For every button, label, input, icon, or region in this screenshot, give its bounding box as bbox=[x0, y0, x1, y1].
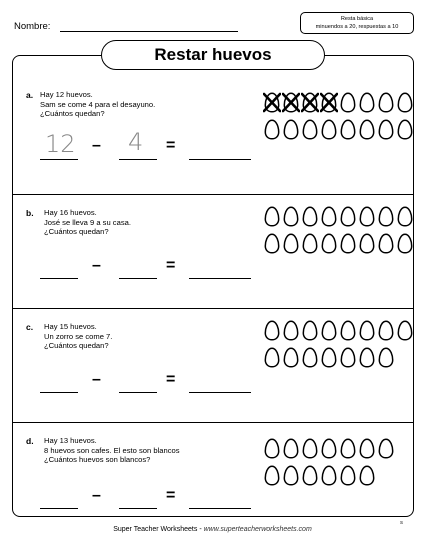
egg-group bbox=[264, 438, 394, 492]
footer bbox=[0, 526, 425, 533]
egg-icon bbox=[359, 206, 375, 227]
egg-icon bbox=[359, 119, 375, 140]
name-line[interactable] bbox=[60, 31, 238, 32]
answer-blank-2[interactable] bbox=[119, 508, 157, 509]
egg-icon bbox=[264, 347, 280, 368]
egg-icon bbox=[302, 119, 318, 140]
egg-icon bbox=[283, 465, 299, 486]
answer-blank-result[interactable] bbox=[189, 392, 251, 393]
egg-icon bbox=[340, 465, 356, 486]
problem-text bbox=[44, 436, 180, 465]
egg-icon bbox=[264, 465, 280, 486]
egg-icon bbox=[359, 438, 375, 459]
footer-separator: - bbox=[197, 526, 204, 533]
egg-icon bbox=[378, 92, 394, 113]
egg-icon bbox=[397, 233, 413, 254]
problem-b bbox=[12, 194, 414, 308]
egg-icon bbox=[359, 92, 375, 113]
egg-icon bbox=[397, 320, 413, 341]
problem-label: a. bbox=[26, 90, 34, 100]
egg-icon bbox=[264, 320, 280, 341]
egg-icon bbox=[283, 119, 299, 140]
problem-line: Hay 12 huevos. bbox=[40, 90, 93, 99]
egg-icon bbox=[283, 347, 299, 368]
footer-link[interactable]: www.superteacherworksheets.com bbox=[203, 526, 312, 533]
problem-label: d. bbox=[26, 436, 34, 446]
answer-blank-result[interactable] bbox=[189, 508, 251, 509]
egg-icon bbox=[302, 206, 318, 227]
answer-blank-1[interactable] bbox=[40, 278, 78, 279]
equals-sign: = bbox=[166, 371, 176, 388]
egg-icon bbox=[359, 347, 375, 368]
egg-icon bbox=[340, 233, 356, 254]
minus-sign: – bbox=[92, 487, 101, 504]
name-label: Nombre: bbox=[14, 21, 51, 32]
egg-icon bbox=[378, 320, 394, 341]
egg-icon bbox=[321, 119, 337, 140]
egg-icon bbox=[359, 233, 375, 254]
problem-line: 8 huevos son cafes. El esto son blancos bbox=[44, 445, 180, 455]
egg-icon bbox=[340, 92, 356, 113]
tag-line-2: minuendos a 20, respuestas a 10 bbox=[315, 24, 399, 30]
minus-sign: – bbox=[92, 371, 101, 388]
minus-sign: – bbox=[92, 257, 101, 274]
egg-icon bbox=[302, 347, 318, 368]
egg-icon bbox=[321, 233, 337, 254]
egg-icon bbox=[359, 465, 375, 486]
problem-line: ¿Cuántos huevos son blancos? bbox=[44, 455, 151, 464]
egg-row bbox=[264, 320, 413, 341]
answer-blank-result[interactable] bbox=[189, 159, 251, 160]
egg-icon bbox=[378, 233, 394, 254]
egg-icon bbox=[378, 206, 394, 227]
problem-text bbox=[44, 208, 131, 237]
egg-icon bbox=[397, 119, 413, 140]
egg-icon bbox=[340, 347, 356, 368]
equals-sign: = bbox=[166, 257, 176, 274]
page-code: S bbox=[400, 520, 404, 525]
tag-line-1: Resta básica bbox=[340, 16, 374, 22]
egg-icon bbox=[340, 320, 356, 341]
egg-group bbox=[264, 206, 413, 260]
egg-icon bbox=[321, 206, 337, 227]
problem-label: b. bbox=[26, 208, 34, 218]
crossed-egg-icon bbox=[264, 92, 280, 113]
egg-row bbox=[264, 465, 394, 486]
problem-line: ¿Cuántos quedan? bbox=[44, 341, 109, 350]
egg-icon bbox=[283, 320, 299, 341]
egg-icon bbox=[302, 465, 318, 486]
answer-blank-2[interactable] bbox=[119, 392, 157, 393]
problem-c bbox=[12, 308, 414, 422]
crossed-egg-icon bbox=[283, 92, 299, 113]
answer-blank-1[interactable] bbox=[40, 159, 78, 160]
egg-icon bbox=[302, 438, 318, 459]
egg-icon bbox=[283, 438, 299, 459]
egg-row bbox=[264, 438, 394, 459]
egg-icon bbox=[340, 206, 356, 227]
problem-line: José se lleva 9 a su casa. bbox=[44, 217, 131, 227]
egg-row bbox=[264, 233, 413, 254]
egg-icon bbox=[359, 320, 375, 341]
footer-brand: Super Teacher Worksheets bbox=[113, 526, 198, 533]
egg-icon bbox=[264, 233, 280, 254]
egg-group bbox=[264, 92, 413, 146]
traced-subtrahend: 4 bbox=[128, 128, 144, 156]
answer-blank-1[interactable] bbox=[40, 508, 78, 509]
equals-sign: = bbox=[166, 137, 176, 154]
egg-icon bbox=[283, 206, 299, 227]
equals-sign: = bbox=[166, 487, 176, 504]
egg-icon bbox=[264, 119, 280, 140]
worksheet-tag bbox=[300, 12, 414, 34]
problem-text bbox=[40, 90, 155, 119]
egg-icon bbox=[283, 233, 299, 254]
egg-icon bbox=[321, 438, 337, 459]
problem-line: Hay 16 huevos. bbox=[44, 208, 97, 217]
egg-icon bbox=[321, 347, 337, 368]
egg-icon bbox=[302, 320, 318, 341]
minus-sign: – bbox=[92, 137, 101, 154]
problem-line: Hay 15 huevos. bbox=[44, 322, 97, 331]
egg-row bbox=[264, 92, 413, 113]
egg-icon bbox=[378, 438, 394, 459]
egg-icon bbox=[302, 233, 318, 254]
egg-group bbox=[264, 320, 413, 374]
egg-row bbox=[264, 206, 413, 227]
answer-blank-2[interactable] bbox=[119, 159, 157, 160]
problem-a bbox=[12, 80, 414, 194]
problem-text bbox=[44, 322, 112, 351]
answer-blank-1[interactable] bbox=[40, 392, 78, 393]
egg-row bbox=[264, 347, 413, 368]
crossed-egg-icon bbox=[302, 92, 318, 113]
egg-icon bbox=[321, 465, 337, 486]
egg-row bbox=[264, 119, 413, 140]
egg-icon bbox=[340, 119, 356, 140]
traced-minuend: 12 bbox=[45, 130, 76, 158]
answer-blank-result[interactable] bbox=[189, 278, 251, 279]
page-title: Restar huevos bbox=[101, 40, 325, 70]
problem-d bbox=[12, 422, 414, 517]
egg-icon bbox=[378, 347, 394, 368]
problem-line: ¿Cuántos quedan? bbox=[40, 109, 105, 118]
egg-icon bbox=[397, 206, 413, 227]
problem-line: Un zorro se come 7. bbox=[44, 331, 113, 341]
egg-icon bbox=[264, 438, 280, 459]
problem-line: Sam se come 4 para el desayuno. bbox=[40, 99, 156, 109]
egg-icon bbox=[397, 92, 413, 113]
problem-label: c. bbox=[26, 322, 34, 332]
problem-line: ¿Cuántos quedan? bbox=[44, 227, 109, 236]
crossed-egg-icon bbox=[321, 92, 337, 113]
egg-icon bbox=[264, 206, 280, 227]
egg-icon bbox=[340, 438, 356, 459]
egg-icon bbox=[378, 119, 394, 140]
egg-icon bbox=[321, 320, 337, 341]
answer-blank-2[interactable] bbox=[119, 278, 157, 279]
problem-line: Hay 13 huevos. bbox=[44, 436, 97, 445]
